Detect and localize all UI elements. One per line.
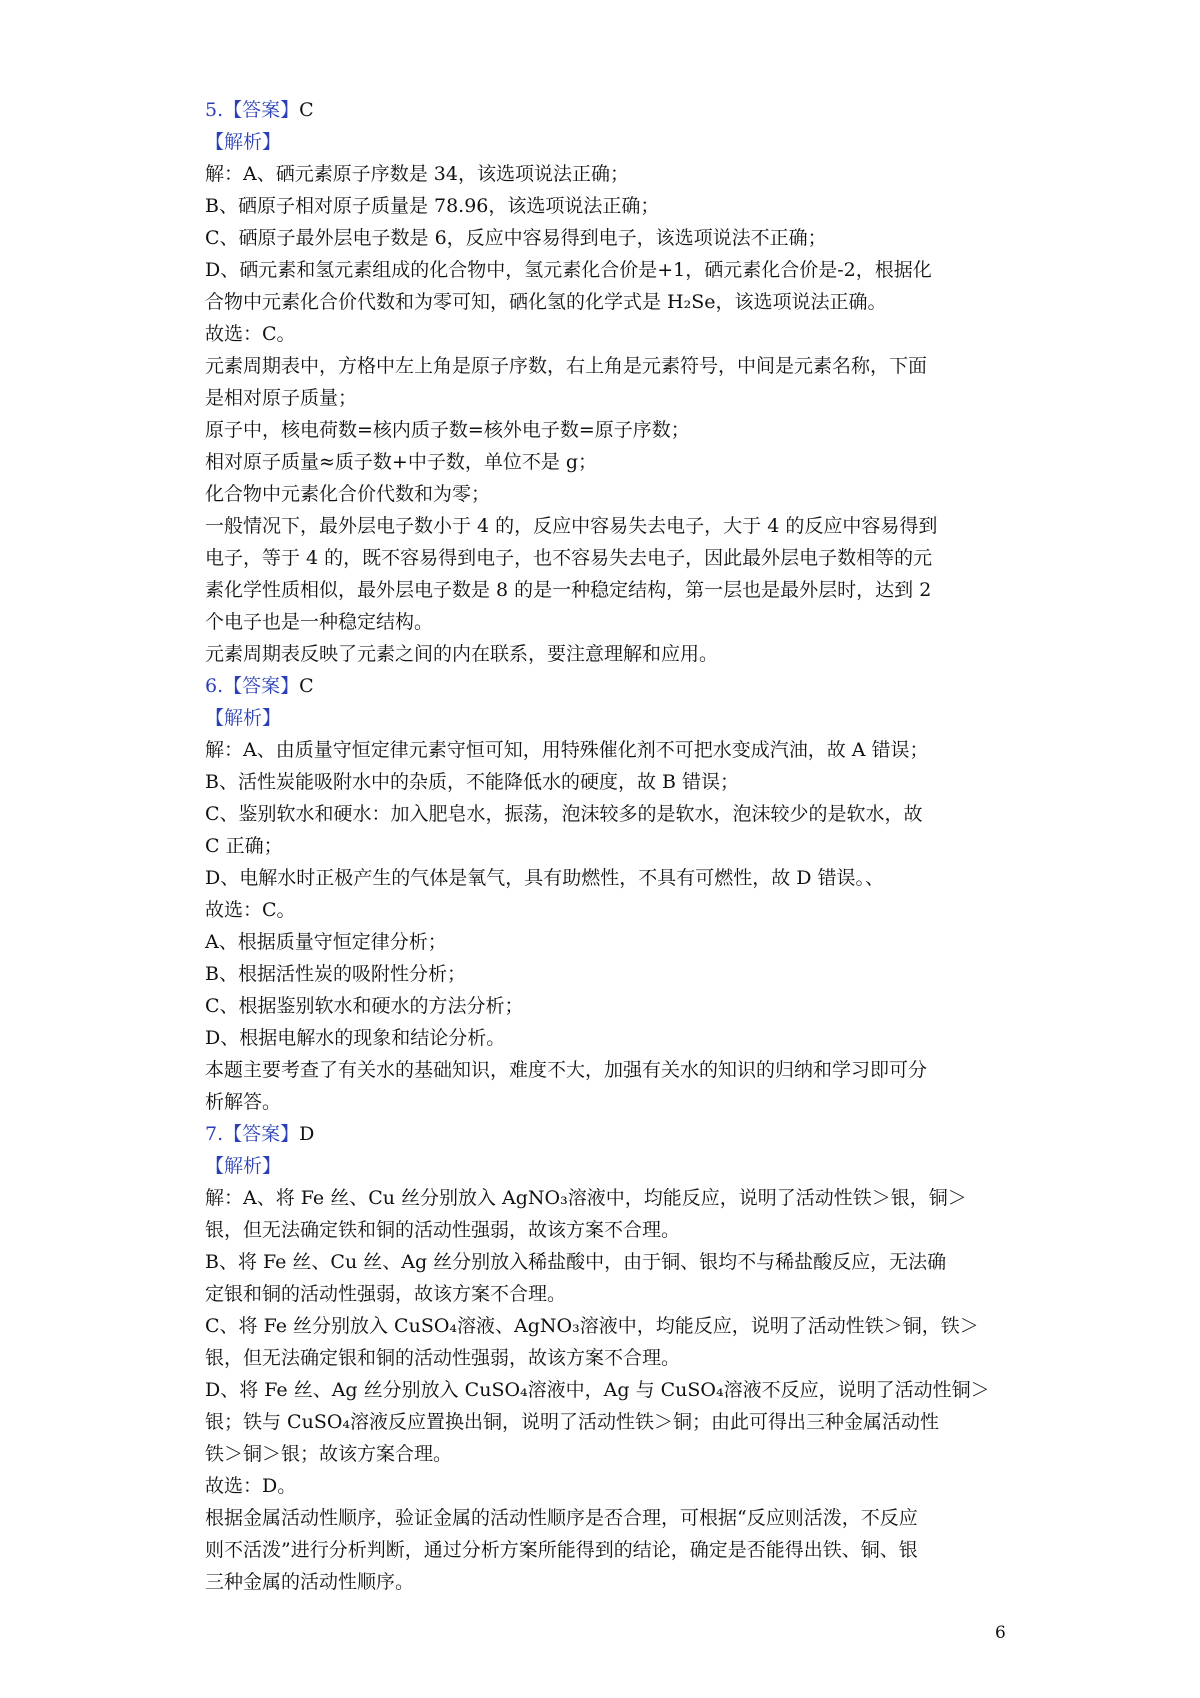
analysis-line: 故选：C。: [205, 323, 296, 345]
analysis-line: C 正确；: [205, 835, 283, 857]
analysis-label: 【解析】: [205, 131, 282, 153]
answer-value: C: [299, 99, 314, 121]
analysis-line: B、根据活性炭的吸附性分析；: [205, 963, 466, 985]
analysis-line: 化合物中元素化合价代数和为零；: [205, 483, 491, 505]
analysis-line: 解：A、硒元素原子序数是 34，该选项说法正确；: [205, 163, 629, 185]
analysis-line: C、将 Fe 丝分别放入 CuSO₄溶液、AgNO₃溶液中，均能反应，说明了活动性铁＞铜，铁＞: [205, 1315, 979, 1337]
analysis-line: D、硒元素和氢元素组成的化合物中，氢元素化合价是+1，硒元素化合价是-2，根据化: [205, 259, 932, 281]
answer-number-label: 5.【答案】: [205, 99, 300, 121]
analysis-line: 原子中，核电荷数=核内质子数=核外电子数=原子序数；: [205, 419, 690, 441]
analysis-line: B、活性炭能吸附水中的杂质，不能降低水的硬度，故 B 错误；: [205, 771, 740, 793]
analysis-line: A、根据质量守恒定律分析；: [205, 931, 447, 953]
analysis-line: 元素周期表中，方格中左上角是原子序数，右上角是元素符号，中间是元素名称，下面: [205, 355, 928, 377]
answer-section-5: [205, 94, 1005, 670]
analysis-line: 故选：D。: [205, 1475, 297, 1497]
analysis-line: 解：A、将 Fe 丝、Cu 丝分别放入 AgNO₃溶液中，均能反应，说明了活动性铁＞银，铜＞: [205, 1187, 967, 1209]
analysis-line: B、将 Fe 丝、Cu 丝、Ag 丝分别放入稀盐酸中，由于铜、银均不与稀盐酸反应，无法确: [205, 1251, 947, 1273]
answer-heading: [205, 670, 1005, 702]
analysis-line: 银；铁与 CuSO₄溶液反应置换出铜，说明了活动性铁＞铜；由此可得出三种金属活动性: [205, 1411, 940, 1433]
analysis-line: C、根据鉴别软水和硬水的方法分析；: [205, 995, 524, 1017]
analysis-line: C、鉴别软水和硬水：加入肥皂水，振荡，泡沫较多的是软水，泡沫较少的是软水，故: [205, 803, 923, 825]
analysis-line: 根据金属活动性顺序，验证金属的活动性顺序是否合理，可根据“反应则活泼，不反应: [205, 1507, 918, 1529]
analysis-line: 银，但无法确定铁和铜的活动性强弱，故该方案不合理。: [205, 1219, 681, 1241]
analysis-line: 元素周期表反映了元素之间的内在联系，要注意理解和应用。: [205, 643, 719, 665]
analysis-line: 合物中元素化合价代数和为零可知，硒化氢的化学式是 H₂Se，该选项说法正确。: [205, 291, 887, 313]
analysis-line: 个电子也是一种稳定结构。: [205, 611, 434, 633]
answer-section-7: [205, 1118, 1005, 1598]
analysis-line: 是相对原子质量；: [205, 387, 358, 409]
analysis-line: 一般情况下，最外层电子数小于 4 的，反应中容易失去电子，大于 4 的反应中容易得到: [205, 515, 938, 537]
analysis-line: 三种金属的活动性顺序。: [205, 1571, 415, 1593]
answer-heading: [205, 1118, 1005, 1150]
answer-value: D: [299, 1123, 315, 1145]
analysis-line: 故选：C。: [205, 899, 296, 921]
analysis-line: 定银和铜的活动性强弱，故该方案不合理。: [205, 1283, 567, 1305]
analysis-line: 相对原子质量≈质子数+中子数，单位不是 g；: [205, 451, 598, 473]
analysis-line: 解：A、由质量守恒定律元素守恒可知，用特殊催化剂不可把水变成汽油，故 A 错误；: [205, 739, 929, 761]
answer-heading: [205, 94, 1005, 126]
analysis-line: 本题主要考查了有关水的基础知识，难度不大，加强有关水的知识的归纳和学习即可分: [205, 1059, 928, 1081]
analysis-line: 则不活泼”进行分析判断，通过分析方案所能得到的结论，确定是否能得出铁、铜、银: [205, 1539, 918, 1561]
analysis-label: 【解析】: [205, 1155, 282, 1177]
analysis-line: 电子，等于 4 的，既不容易得到电子，也不容易失去电子，因此最外层电子数相等的元: [205, 547, 933, 569]
analysis-line: D、将 Fe 丝、Ag 丝分别放入 CuSO₄溶液中，Ag 与 CuSO₄溶液不反应，说明了活动性铜＞: [205, 1379, 990, 1401]
analysis-line: 铁＞铜＞银；故该方案合理。: [205, 1443, 453, 1465]
analysis-line: 素化学性质相似，最外层电子数是 8 的是一种稳定结构，第一层也是最外层时，达到 2: [205, 579, 932, 601]
analysis-label: 【解析】: [205, 707, 282, 729]
analysis-line: C、硒原子最外层电子数是 6，反应中容易得到电子，该选项说法不正确；: [205, 227, 827, 249]
page-number: 6: [995, 1623, 1006, 1643]
answer-number-label: 7.【答案】: [205, 1123, 300, 1145]
answer-content: [205, 94, 1005, 1598]
analysis-line: 银，但无法确定银和铜的活动性强弱，故该方案不合理。: [205, 1347, 681, 1369]
analysis-line: D、电解水时正极产生的气体是氧气，具有助燃性，不具有可燃性，故 D 错误。、: [205, 867, 885, 889]
analysis-line: 析解答。: [205, 1091, 282, 1113]
answer-number-label: 6.【答案】: [205, 675, 300, 697]
answer-value: C: [299, 675, 314, 697]
answer-section-6: [205, 670, 1005, 1118]
analysis-line: D、根据电解水的现象和结论分析。: [205, 1027, 506, 1049]
analysis-line: B、硒原子相对原子质量是 78.96，该选项说法正确；: [205, 195, 660, 217]
